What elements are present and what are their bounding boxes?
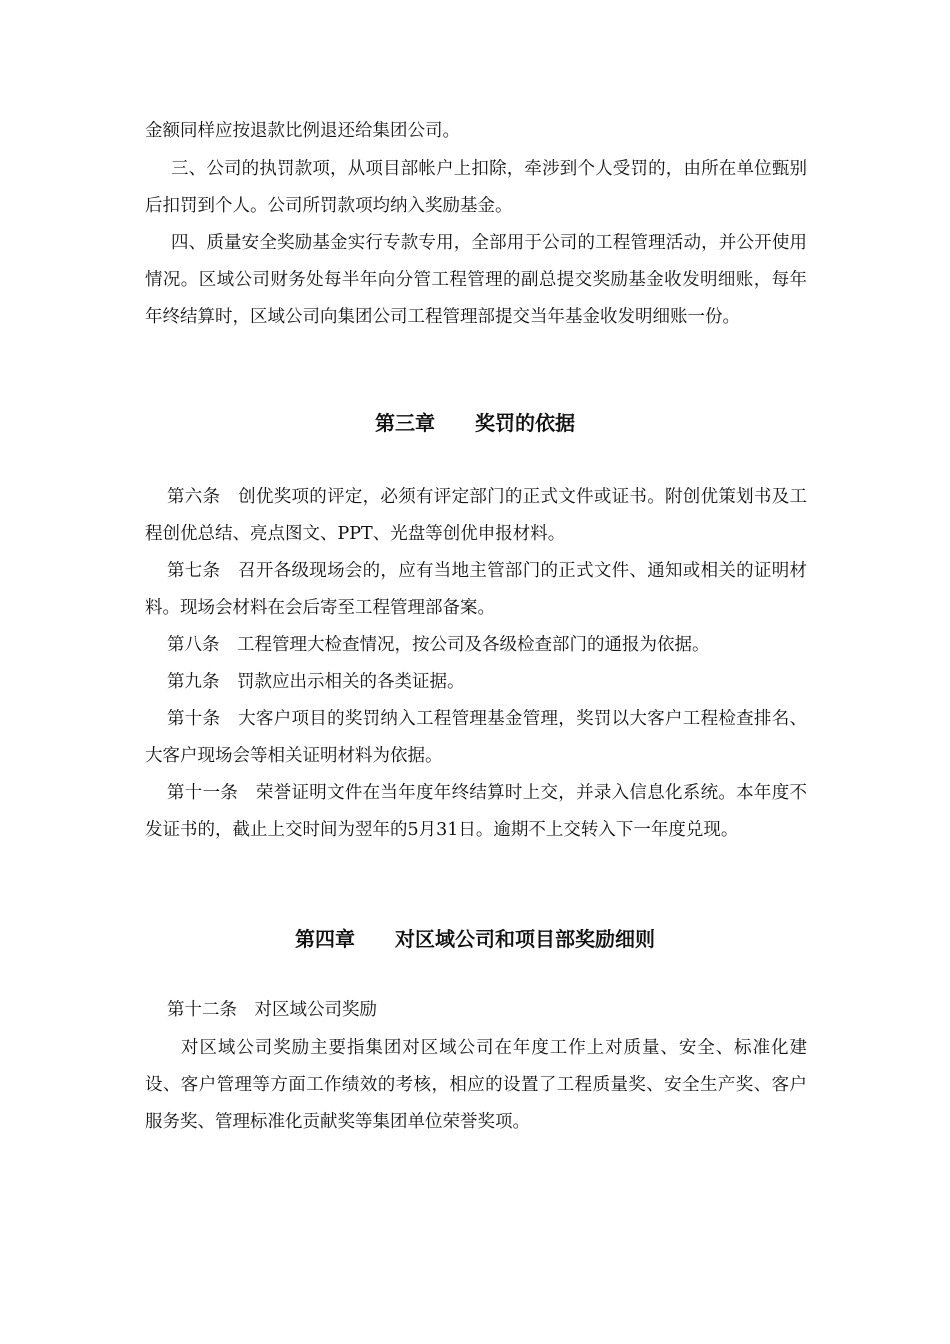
article-eight: 第八条 工程管理大检查情况，按公司及各级检查部门的通报为依据。 bbox=[167, 635, 710, 655]
paragraph-item-four: 四、质量安全奖励基金实行专款专用，全部用于公司的工程管理活动，并公开使用情况。区域公司财务处每半年向分管工程管理的副总提交奖励基金收发明细账，每年年终结算时，区域公司向集团公司工程管理部提交当年基金收发明细账一份。 bbox=[145, 233, 807, 327]
chapter-three-heading: 第三章 奖罚的依据 bbox=[375, 411, 575, 435]
article-twelve-body: 对区域公司奖励主要指集团对区域公司在年度工作上对质量、安全、标准化建设、客户管理等方面工作绩效的考核，相应的设置了工程质量奖、安全生产奖、客户服务奖、管理标准化贡献奖等集团单位荣誉奖项。 bbox=[145, 1038, 807, 1132]
article-six: 第六条 创优奖项的评定，必须有评定部门的正式文件或证书。附创优策划书及工程创优总结、亮点图文、PPT、光盘等创优申报材料。 bbox=[145, 487, 807, 544]
article-seven: 第七条 召开各级现场会的，应有当地主管部门的正式文件、通知或相关的证明材料。现场会材料在会后寄至工程管理部备案。 bbox=[145, 561, 807, 618]
chapter-four-heading: 第四章 对区域公司和项目部奖励细则 bbox=[295, 927, 655, 951]
article-nine: 第九条 罚款应出示相关的各类证据。 bbox=[167, 672, 465, 692]
article-ten: 第十条 大客户项目的奖罚纳入工程管理基金管理，奖罚以大客户工程检查排名、大客户现场会等相关证明材料为依据。 bbox=[145, 709, 807, 766]
paragraph-item-three: 三、公司的执罚款项，从项目部帐户上扣除，牵涉到个人受罚的，由所在单位甄别后扣罚到个人。公司所罚款项均纳入奖励基金。 bbox=[145, 159, 807, 216]
article-eleven: 第十一条 荣誉证明文件在当年度年终结算时上交，并录入信息化系统。本年度不发证书的，截止上交时间为翌年的5月31日。逾期不上交转入下一年度兑现。 bbox=[145, 783, 807, 840]
paragraph-continuation: 金额同样应按退款比例退还给集团公司。 bbox=[145, 121, 460, 141]
article-twelve-title: 第十二条 对区域公司奖励 bbox=[167, 1000, 377, 1020]
